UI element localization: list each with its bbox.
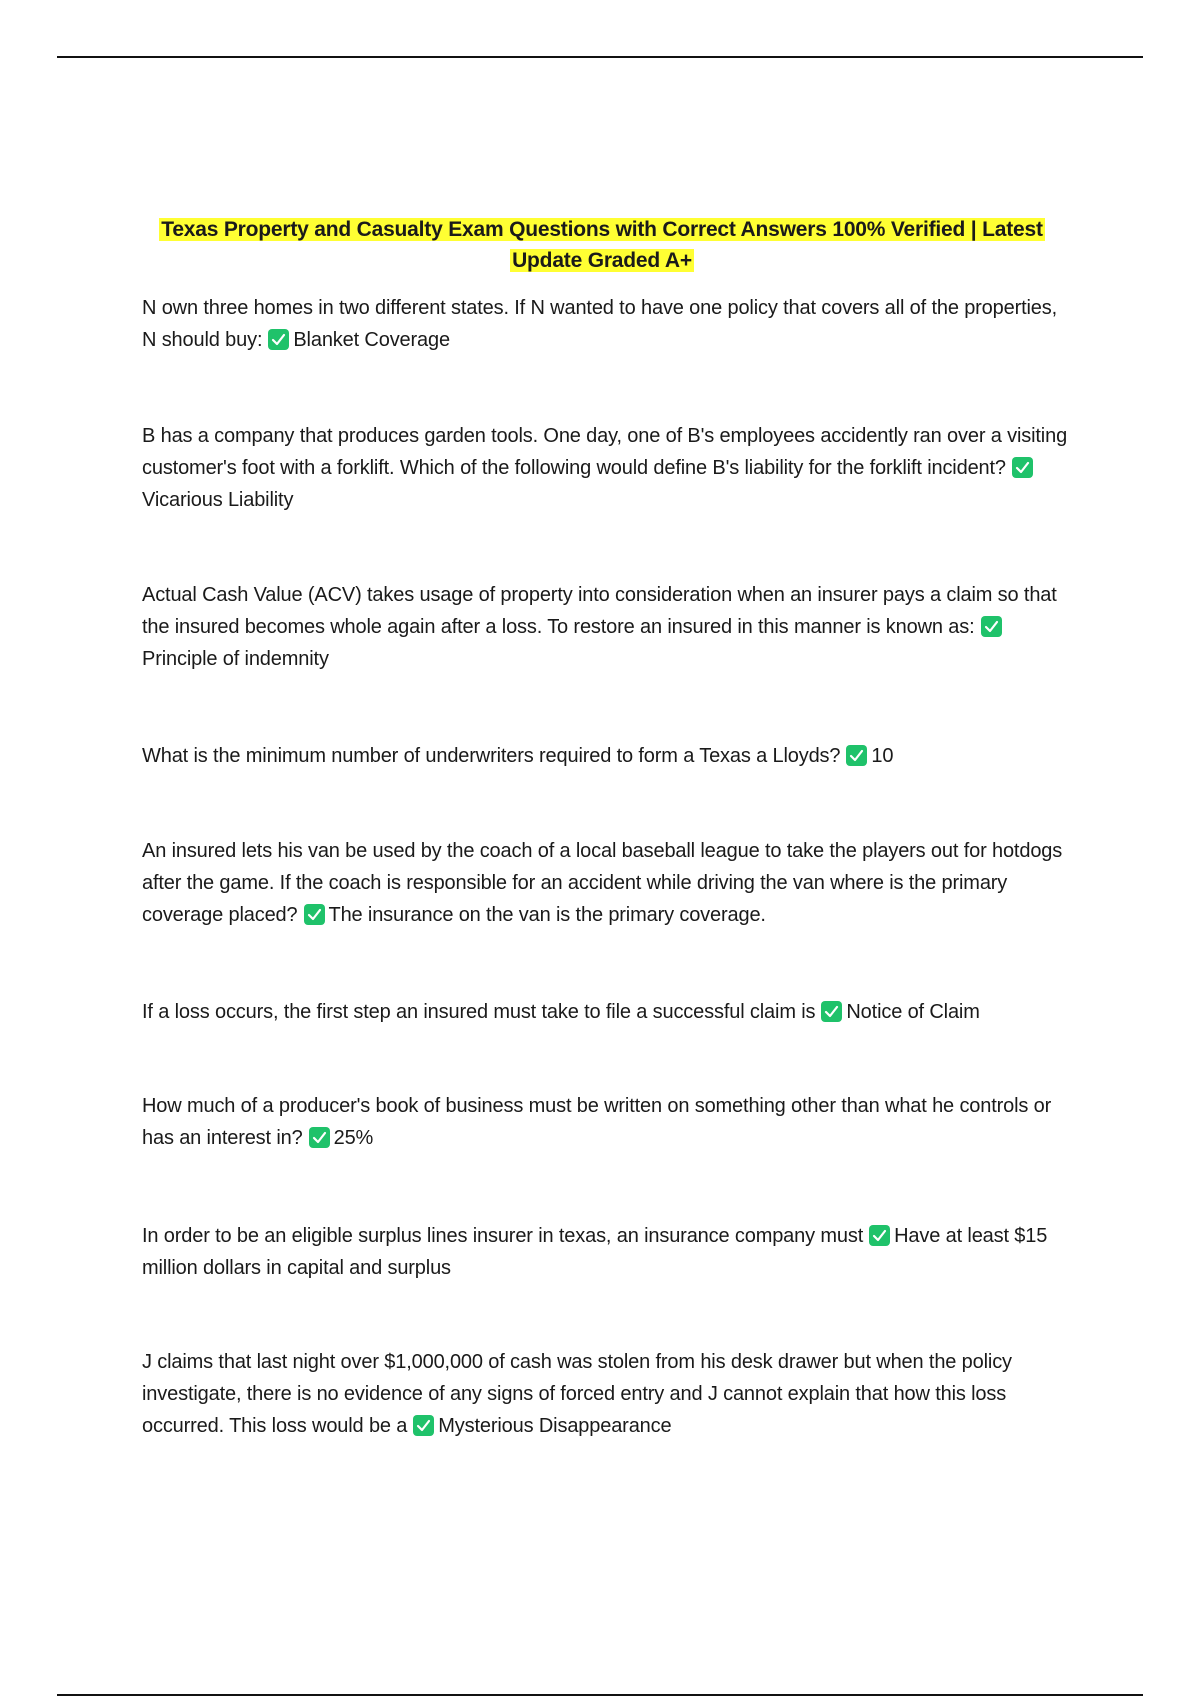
question-text: What is the minimum number of underwriters required to form a Texas a Lloyds?: [142, 745, 841, 767]
document-title: [142, 214, 1062, 276]
check-mark-icon: [304, 904, 325, 925]
check-mark-icon: [1012, 457, 1033, 478]
check-mark-icon: [869, 1225, 890, 1246]
answer-text: 25%: [333, 1127, 374, 1149]
question-text: If a loss occurs, the first step an insured must take to file a successful claim is: [142, 1001, 816, 1023]
qa-item-7: [142, 1090, 1072, 1154]
qa-item-3: [142, 579, 1072, 675]
qa-item-4: [142, 740, 1072, 772]
answer-text: 10: [871, 745, 894, 767]
page-top-rule: [57, 56, 1143, 58]
answer-text: Notice of Claim: [846, 1001, 980, 1023]
title-highlight: Texas Property and Casualty Exam Questions with Correct Answers 100% Verified | Latest Update Graded A+: [161, 218, 1043, 272]
question-text: Actual Cash Value (ACV) takes usage of property into consideration when an insurer pays a claim so that the insured becomes whole again after a loss. To restore an insured in this manner is known as:: [142, 584, 1057, 638]
check-mark-icon: [821, 1001, 842, 1022]
answer-text: Mysterious Disappearance: [438, 1415, 672, 1437]
question-text: In order to be an eligible surplus lines insurer in texas, an insurance company must: [142, 1225, 864, 1247]
answer-text: Blanket Coverage: [293, 329, 450, 351]
answer-text: Principle of indemnity: [142, 648, 329, 670]
question-text: How much of a producer's book of business must be written on something other than what he controls or has an interest in?: [142, 1095, 1052, 1149]
check-mark-icon: [981, 616, 1002, 637]
qa-item-6: [142, 996, 1072, 1028]
question-text: B has a company that produces garden tools. One day, one of B's employees accidently ran over a visiting customer's foot with a forklift. Which of the following would define B's liability for the forklift incident?: [142, 425, 1068, 479]
answer-text: The insurance on the van is the primary coverage.: [328, 904, 766, 926]
qa-item-5: [142, 835, 1072, 931]
qa-item-2: [142, 420, 1072, 516]
qa-item-8: [142, 1220, 1072, 1284]
qa-item-9: [142, 1346, 1072, 1442]
answer-text: Have at least $15 million dollars in capital and surplus: [142, 1225, 1048, 1279]
question-text: J claims that last night over $1,000,000 of cash was stolen from his desk drawer but when the policy investigate, there is no evidence of any signs of forced entry and J cannot explain that how this loss occurred. This loss would be a: [142, 1351, 1012, 1437]
question-text: N own three homes in two different states. If N wanted to have one policy that covers all of the properties, N should buy:: [142, 297, 1058, 351]
check-mark-icon: [309, 1127, 330, 1148]
qa-item-1: [142, 292, 1072, 356]
answer-text: Vicarious Liability: [142, 489, 294, 511]
question-text: An insured lets his van be used by the coach of a local baseball league to take the players out for hotdogs after the game. If the coach is responsible for an accident while driving the van where is the primary coverage placed?: [142, 840, 1063, 926]
check-mark-icon: [413, 1415, 434, 1436]
check-mark-icon: [268, 329, 289, 350]
check-mark-icon: [846, 745, 867, 766]
page-bottom-rule: [57, 1694, 1143, 1696]
